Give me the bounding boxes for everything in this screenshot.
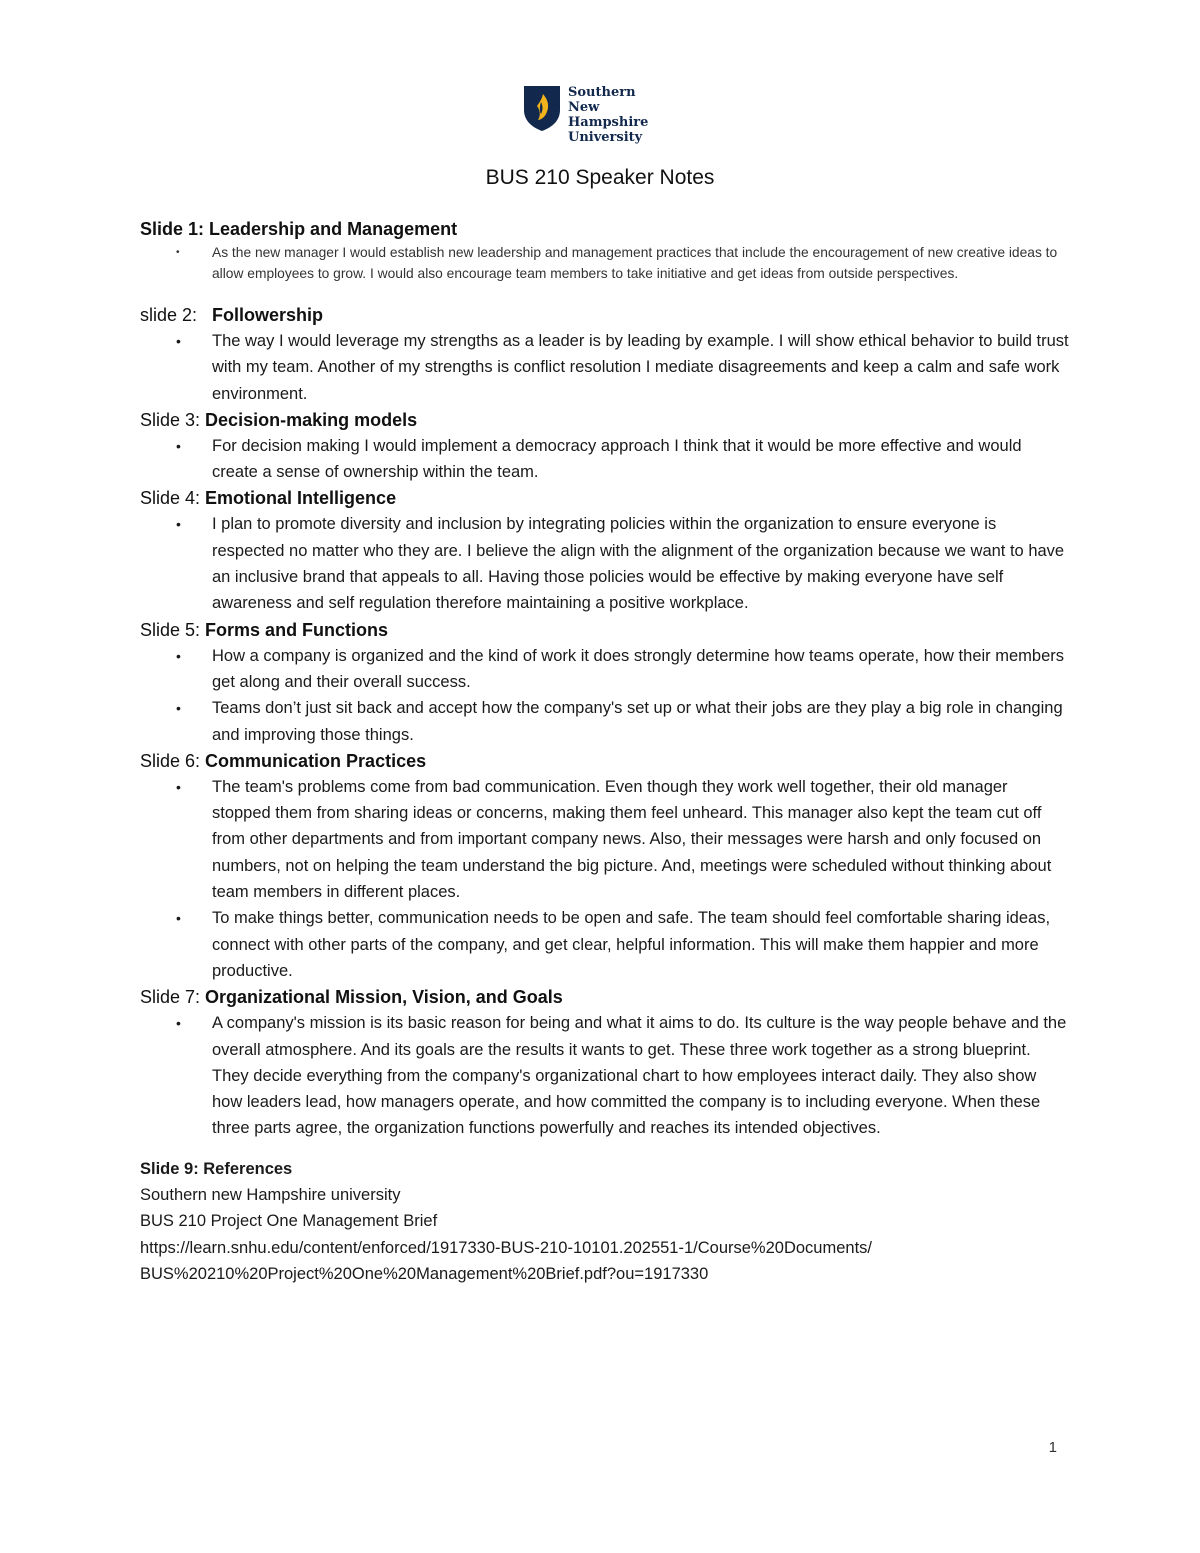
slide-title: Emotional Intelligence xyxy=(205,488,397,509)
bullet-item: • How a company is organized and the kind of work it does strongly determine how teams operate, how their members get along and their overall success. xyxy=(140,643,1070,696)
slide-prefix: Slide 3: xyxy=(140,409,206,430)
slide-title: Organizational Mission, Vision, and Goals xyxy=(205,987,563,1008)
slide-prefix: Slide 6: xyxy=(140,750,206,771)
bullet-item: • As the new manager I would establish new leadership and management practices that include the encouragement of new creative ideas to allow employees to grow. I would also encourage team members to take initiative and get ideas from outside perspectives. xyxy=(140,242,1070,284)
reference-url: https://learn.snhu.edu/content/enforced/1917330-BUS-210-10101.202551-1/Course%20Documents/ xyxy=(140,1238,872,1257)
slide-4-section xyxy=(140,485,1070,616)
references-title: Slide 9: References xyxy=(140,1159,293,1178)
page-number: 1 xyxy=(1048,1439,1057,1456)
bullet-list xyxy=(140,328,1070,407)
slide-title: Leadership and Management xyxy=(209,219,458,239)
bullet-list xyxy=(140,1010,1070,1141)
bullet-item: • For decision making I would implement a democracy approach I think that it would be more effective and would create a sense of ownership within the team. xyxy=(140,433,1070,486)
speaker-notes-body xyxy=(140,216,1070,1287)
slide-heading xyxy=(140,617,1070,643)
slide-prefix: Slide 5: xyxy=(140,619,206,640)
slide-2-section xyxy=(140,302,1070,407)
spacer xyxy=(140,1142,1070,1156)
slide-title: Followership xyxy=(212,305,324,325)
reference-line: BUS 210 Project One Management Brief xyxy=(140,1212,438,1231)
bullet-item: • I plan to promote diversity and inclusion by integrating policies within the organization to ensure everyone is respected no matter who they are. I believe the align with the alignment of the organization because we want to have an inclusive brand that appeals to all. Having those policies would be effective by making everyone have self awareness and self regulation therefore maintaining a positive workplace. xyxy=(140,511,1070,616)
document-title: BUS 210 Speaker Notes xyxy=(485,166,715,189)
spacer xyxy=(140,284,1070,302)
slide-prefix: Slide 4: xyxy=(140,488,206,509)
slide-heading xyxy=(140,984,1070,1010)
snhu-logo xyxy=(522,84,682,145)
bullet-item: • The team's problems come from bad communication. Even though they work well together, their old manager stopped them from sharing ideas or concerns, making them feel unheard. This manager also kept the team cut off from other departments and from important company news. Also, their messages were harsh and only focused on numbers, not on helping the team understand the big picture. And, meetings were scheduled without thinking about team members in different places. xyxy=(140,774,1070,905)
logo-line: New Hampshire xyxy=(568,100,649,130)
bullet-item: • Teams don’t just sit back and accept how the company's set up or what their jobs are they play a big role in changing and improving those things. xyxy=(140,695,1070,748)
slide-6-section xyxy=(140,748,1070,984)
slide-title: Communication Practices xyxy=(205,750,427,771)
slide-7-section xyxy=(140,984,1070,1141)
shield-flame-icon xyxy=(522,84,562,132)
slide-prefix: Slide 7: xyxy=(140,987,206,1008)
references-heading xyxy=(140,1156,1070,1182)
slide-3-section xyxy=(140,407,1070,486)
references-section xyxy=(140,1156,1070,1287)
slide-prefix: Slide 1: xyxy=(140,219,210,239)
bullet-item: • To make things better, communication needs to be open and safe. The team should feel comfortable sharing ideas, connect with other parts of the company, and get clear, helpful information. This will make them happier and more productive. xyxy=(140,905,1070,984)
bullet-list xyxy=(140,643,1070,748)
reference-url: BUS%20210%20Project%20One%20Management%20Brief.pdf?ou=1917330 xyxy=(140,1264,709,1283)
bullet-item: • A company's mission is its basic reason for being and what it aims to do. Its culture is the way people behave and the overall atmosphere. And its goals are the results it wants to get. These three work together as a strong blueprint. They decide everything from the company's organizational chart to how employees interact daily. They also show how leaders lead, how managers operate, and how committed the company is to including everyone. When these three parts agree, the organization functions powerfully and reaches its intended objectives. xyxy=(140,1010,1070,1141)
slide-heading xyxy=(140,748,1070,774)
slide-heading xyxy=(140,485,1070,511)
slide-prefix: slide 2: xyxy=(140,305,213,325)
bullet-list xyxy=(140,242,1070,284)
bullet-list xyxy=(140,774,1070,984)
bullet-item: • The way I would leverage my strengths as a leader is by leading by example. I will show ethical behavior to build trust with my team. Another of my strengths is conflict resolution I mediate disagreements and keep a calm and safe work environment. xyxy=(140,328,1070,407)
reference-line: Southern new Hampshire university xyxy=(140,1186,401,1205)
slide-heading xyxy=(140,216,1070,242)
slide-heading xyxy=(140,302,1070,328)
logo-line: Southern xyxy=(568,85,636,100)
slide-5-section xyxy=(140,617,1070,748)
slide-title: Decision-making models xyxy=(205,409,418,430)
slide-title: Forms and Functions xyxy=(205,619,389,640)
bullet-list xyxy=(140,511,1070,616)
slide-heading xyxy=(140,407,1070,433)
logo-wordmark xyxy=(568,85,682,145)
logo-line: University xyxy=(568,130,643,145)
slide-1-section xyxy=(140,216,1070,284)
bullet-list xyxy=(140,433,1070,486)
